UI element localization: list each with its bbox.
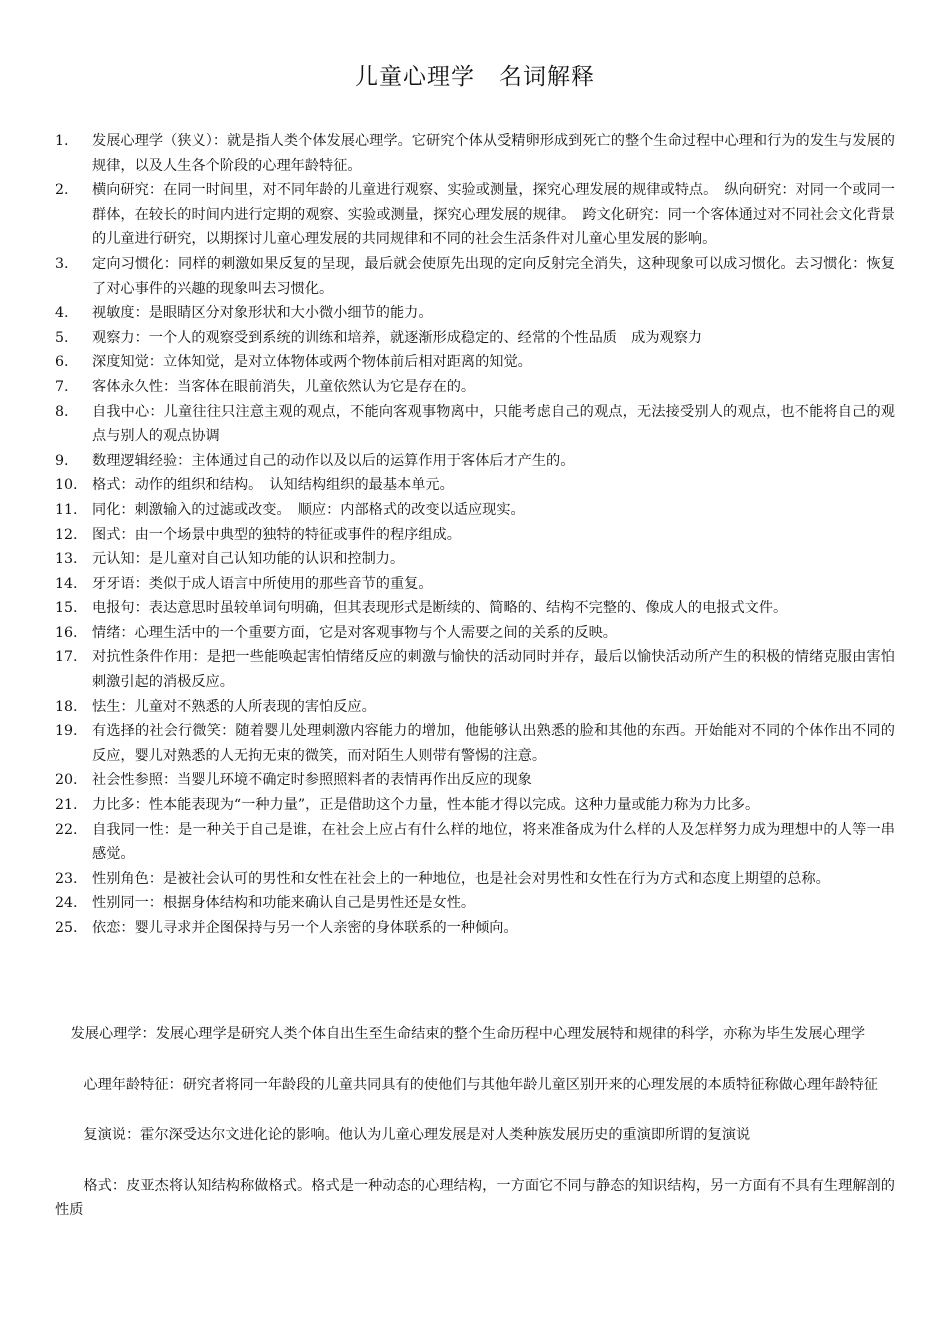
term-list: [55, 129, 895, 941]
list-item: [55, 891, 895, 916]
item-text: 元认知：是儿童对自己认知功能的认识和控制力。: [92, 551, 405, 568]
list-item: [55, 523, 895, 548]
item-number: 10.: [55, 477, 78, 494]
page-title: 儿童心理学 名词解释: [355, 64, 595, 90]
list-item: [55, 867, 895, 892]
item-number: 20.: [55, 772, 78, 789]
item-number: 5.: [55, 329, 69, 346]
item-text: 社会性参照：当婴儿环境不确定时参照照料者的表情再作出反应的现象: [92, 772, 532, 789]
item-text: 视敏度：是眼睛区分对象形状和大小微小细节的能力。: [92, 305, 433, 322]
item-number: 9.: [55, 452, 69, 469]
list-item: [55, 473, 895, 498]
item-number: 6.: [55, 354, 69, 371]
list-item: [55, 498, 895, 523]
item-text: 性别角色：是被社会认可的男性和女性在社会上的一种地位，也是社会对男性和女性在行为方式和态度上期望的总称。: [92, 870, 830, 887]
paragraph: 复演说：霍尔深受达尔文进化论的影响。他认为儿童心理发展是对人类种族发展历史的重演即所谓的复演说: [83, 1127, 751, 1144]
list-item: [55, 695, 895, 720]
item-text: 有选择的社会行微笑：随着婴儿处理刺激内容能力的增加，他能够认出熟悉的脸和其他的东西。开始能对不同的个体作出不同的反应，婴儿对熟悉的人无拘无束的微笑，而对陌生人则带有警惕的注意。: [92, 723, 895, 764]
item-number: 1.: [55, 133, 69, 149]
list-item: [55, 129, 895, 178]
list-item: [55, 326, 895, 351]
list-item: [55, 252, 895, 301]
item-text: 性别同一：根据身体结构和功能来确认自己是男性还是女性。: [92, 895, 476, 912]
item-number: 16.: [55, 624, 78, 641]
item-text: 牙牙语：类似于成人语言中所使用的那些音节的重复。: [92, 575, 433, 592]
item-text: 定向习惯化：同样的刺激如果反复的呈现，最后就会使原先出现的定向反射完全消失，这种现象可以成习惯化。去习惯化：恢复了对心事件的兴趣的现象叫去习惯化。: [92, 255, 895, 297]
paragraph: 心理年龄特征：研究者将同一年龄段的儿童共同具有的使他们与其他年龄儿童区别开来的心理发展的本质特征称做心理年龄特征: [83, 1076, 878, 1093]
item-text: 对抗性条件作用：是把一些能唤起害怕情绪反应的刺激与愉快的活动同时并存，最后以愉快活动所产生的积极的情绪克服由害怕刺激引起的消极反应。: [92, 649, 895, 691]
item-text: 同化：刺激输入的过滤或改变。 顺应：内部格式的改变以适应现实。: [92, 501, 525, 518]
item-text: 深度知觉：立体知觉，是对立体物体或两个物体前后相对距离的知觉。: [92, 354, 532, 371]
list-item: [55, 301, 895, 326]
item-number: 8.: [55, 403, 69, 420]
list-item: [55, 645, 895, 694]
item-text: 横向研究：在同一时间里，对不同年龄的儿童进行观察、实验或测量，探究心理发展的规律或特点。 纵向研究：对同一个或同一群体，在较长的时间内进行定期的观察、实验或测量，探究心理发展的规律。 跨文化研究：同一个客体通过对不同社会文化背景的儿童进行研究，以期探讨儿童心理发展的共同规律和不同的社会生活条件对儿童心里发展的影响。: [92, 182, 895, 248]
list-item: [55, 375, 895, 400]
item-number: 22.: [55, 821, 78, 838]
item-number: 19.: [55, 723, 78, 740]
item-number: 17.: [55, 649, 78, 666]
item-number: 7.: [55, 378, 69, 395]
paragraph: 发展心理学：发展心理学是研究人类个体自出生至生命结束的整个生命历程中心理发展特和规律的科学，亦称为毕生发展心理学: [70, 1026, 866, 1042]
item-number: 11.: [55, 501, 78, 518]
item-number: 4.: [55, 305, 69, 322]
item-text: 力比多：性本能表现为“一种力量”，正是借助这个力量，性本能才得以完成。这种力量或能力称为力比多。: [92, 797, 760, 814]
item-number: 3.: [55, 255, 69, 272]
list-item: [55, 916, 895, 941]
item-text: 电报句：表达意思时虽较单词句明确，但其表现形式是断续的、简略的、结构不完整的、像成人的电报式文件。: [92, 600, 788, 617]
item-number: 18.: [55, 698, 78, 715]
item-number: 23.: [55, 870, 78, 887]
item-text: 客体永久性：当客体在眼前消失，儿童依然认为它是存在的。: [92, 378, 476, 395]
item-number: 15.: [55, 600, 78, 617]
item-text: 观察力：一个人的观察受到系统的训练和培养，就逐渐形成稳定的、经常的个性品质 成为观察力: [92, 329, 703, 346]
item-text: 发展心理学（狭义）：就是指人类个体发展心理学。它研究个体从受精卵形成到死亡的整个生命过程中心理和行为的发生与发展的规律，以及人生各个阶段的心理年龄特征。: [92, 133, 895, 174]
item-text: 自我同一性：是一种关于自己是谁，在社会上应占有什么样的地位，将来准备成为什么样的人及怎样努力成为理想中的人等一串感觉。: [92, 821, 895, 863]
list-item: [55, 547, 895, 572]
item-number: 13.: [55, 551, 78, 568]
item-number: 25.: [55, 920, 78, 936]
list-item: [55, 178, 895, 252]
list-item: [55, 621, 895, 646]
list-item: [55, 572, 895, 597]
item-text: 数理逻辑经验：主体通过自己的动作以及以后的运算作用于客体后才产生的。: [92, 452, 575, 469]
list-item: [55, 449, 895, 474]
list-item: [55, 400, 895, 449]
list-item: [55, 818, 895, 867]
item-text: 自我中心：儿童往往只注意主观的观点，不能向客观事物离中，只能考虑自己的观点，无法接受别人的观点，也不能将自己的观点与别人的观点协调: [92, 403, 895, 445]
item-text: 格式：动作的组织和结构。 认知结构组织的最基本单元。: [92, 477, 454, 494]
item-text: 图式：由一个场景中典型的独特的特征或事件的程序组成。: [92, 526, 461, 543]
definition-paragraphs: [55, 1022, 895, 1249]
list-item: [55, 719, 895, 768]
item-number: 21.: [55, 797, 78, 814]
item-number: 2.: [55, 182, 69, 199]
list-item: [55, 350, 895, 375]
item-text: 怯生：儿童对不熟悉的人所表现的害怕反应。: [92, 698, 376, 715]
item-text: 依恋：婴儿寻求并企图保持与另一个人亲密的身体联系的一种倾向。: [92, 920, 518, 936]
item-number: 24.: [55, 895, 78, 912]
list-item: [55, 768, 895, 793]
item-number: 14.: [55, 575, 78, 592]
list-item: [55, 596, 895, 621]
list-item: [55, 793, 895, 818]
paragraph: 格式：皮亚杰将认知结构称做格式。格式是一种动态的心理结构，一方面它不同与静态的知识结构，另一方面有不具有生理解剖的性质: [55, 1177, 895, 1219]
item-number: 12.: [55, 526, 78, 543]
item-text: 情绪：心理生活中的一个重要方面，它是对客观事物与个人需要之间的关系的反映。: [92, 624, 617, 641]
